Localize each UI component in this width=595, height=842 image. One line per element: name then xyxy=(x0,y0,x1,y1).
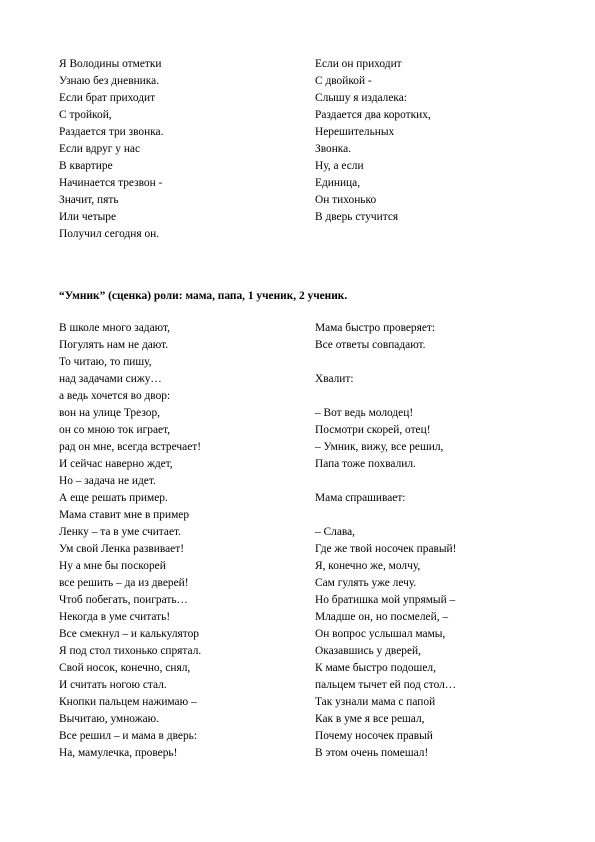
poem-line: а ведь хочется во двор: xyxy=(59,390,171,402)
poem-line: – Вот ведь молодец! xyxy=(315,407,414,419)
poem-line: Кнопки пальцем нажимаю – xyxy=(59,696,197,708)
poem-line: Посмотри скорей, отец! xyxy=(315,424,431,436)
stanza-gap xyxy=(315,388,456,405)
poem-line: Ну, а если xyxy=(315,160,364,172)
poem-line: пальцем тычет ей под стол… xyxy=(315,679,457,691)
poem-line: Раздается два коротких, xyxy=(315,109,431,121)
poem-line: Если он приходит xyxy=(315,58,402,70)
poem-line: То читаю, то пишу, xyxy=(59,356,152,368)
poem2-right-column xyxy=(315,320,456,762)
poem-line: К маме быстро подошел, xyxy=(315,662,436,674)
poem-line: Мама быстро проверяет: xyxy=(315,322,436,334)
poem1-left-column xyxy=(59,56,163,243)
poem-line: Я, конечно же, молчу, xyxy=(315,560,421,572)
poem-line: Если вдруг у нас xyxy=(59,143,141,155)
poem-line: он со мною ток играет, xyxy=(59,424,171,436)
poem-line: Свой носок, конечно, снял, xyxy=(59,662,191,674)
poem-line: Папа тоже похвалил. xyxy=(315,458,416,470)
poem-line: С двойкой - xyxy=(315,75,372,87)
poem-line: Мама ставит мне в пример xyxy=(59,509,190,521)
poem-line: Где же твой носочек правый! xyxy=(315,543,457,555)
stanza-gap xyxy=(315,473,456,490)
poem-line: Раздается три звонка. xyxy=(59,126,164,138)
poem2-left-column xyxy=(59,320,201,762)
poem-line: А еще решать пример. xyxy=(59,492,168,504)
poem-line: Все решил – и мама в дверь: xyxy=(59,730,197,742)
poem-line: Он вопрос услышал мамы, xyxy=(315,628,446,640)
poem-line: Оказавшись у дверей, xyxy=(315,645,421,657)
poem-line: Все смекнул – и калькулятор xyxy=(59,628,199,640)
poem1-right-column xyxy=(315,56,431,226)
poem-line: И сейчас наверно ждет, xyxy=(59,458,173,470)
poem-line: рад он мне, всегда встречает! xyxy=(59,441,202,453)
poem-line: Как в уме я все решал, xyxy=(315,713,425,725)
poem-line: над задачами сижу… xyxy=(59,373,162,385)
poem-line: Некогда в уме считать! xyxy=(59,611,171,623)
poem-line: Звонка. xyxy=(315,143,352,155)
scene-title: “Умник” (сценка) роли: мама, папа, 1 ученик, 2 ученик. xyxy=(59,290,348,302)
poem-line: Значит, пять xyxy=(59,194,119,206)
poem-line: все решить – да из дверей! xyxy=(59,577,189,589)
poem-line: Но – задача не идет. xyxy=(59,475,156,487)
poem-line: Я Володины отметки xyxy=(59,58,162,70)
poem-line: На, мамулечка, проверь! xyxy=(59,747,178,759)
poem-line: Чтоб побегать, поиграть… xyxy=(59,594,188,606)
poem-line: Вычитаю, умножаю. xyxy=(59,713,159,725)
poem-line: Нерешительных xyxy=(315,126,395,138)
poem-line: В этом очень помешал! xyxy=(315,747,429,759)
poem-line: Погулять нам не дают. xyxy=(59,339,169,351)
poem-line: Я под стол тихонько спрятал. xyxy=(59,645,202,657)
poem-line: Узнаю без дневника. xyxy=(59,75,160,87)
poem-line: Если брат приходит xyxy=(59,92,156,104)
poem-line: Младше он, но посмелей, – xyxy=(315,611,449,623)
poem-line: – Слава, xyxy=(315,526,356,538)
poem-line: В квартире xyxy=(59,160,113,172)
poem-line: Хвалит: xyxy=(315,373,354,385)
poem-line: Ну а мне бы поскорей xyxy=(59,560,166,572)
poem-line: И считать ногою стал. xyxy=(59,679,167,691)
poem-line: Единица, xyxy=(315,177,361,189)
stanza-gap xyxy=(315,354,456,371)
poem-line: вон на улице Трезор, xyxy=(59,407,160,419)
poem-line: Начинается трезвон - xyxy=(59,177,163,189)
poem-line: В дверь стучится xyxy=(315,211,399,223)
poem-line: Сам гулять уже лечу. xyxy=(315,577,417,589)
poem-line: Ленку – та в уме считает. xyxy=(59,526,182,538)
poem-line: Мама спрашивает: xyxy=(315,492,406,504)
poem-line: Ум свой Ленка развивает! xyxy=(59,543,185,555)
poem-line: Или четыре xyxy=(59,211,117,223)
poem-line: С тройкой, xyxy=(59,109,112,121)
poem-line: Слышу я издалека: xyxy=(315,92,407,104)
poem-line: Но братишка мой упрямый – xyxy=(315,594,456,606)
poem-line: Он тихонько xyxy=(315,194,377,206)
poem-line: Получил сегодня он. xyxy=(59,228,160,240)
poem-line: Все ответы совпадают. xyxy=(315,339,426,351)
poem-line: Почему носочек правый xyxy=(315,730,433,742)
stanza-gap xyxy=(315,507,456,524)
poem-line: – Умник, вижу, все решил, xyxy=(315,441,444,453)
poem-line: Так узнали мама с папой xyxy=(315,696,436,708)
poem-line: В школе много задают, xyxy=(59,322,170,334)
